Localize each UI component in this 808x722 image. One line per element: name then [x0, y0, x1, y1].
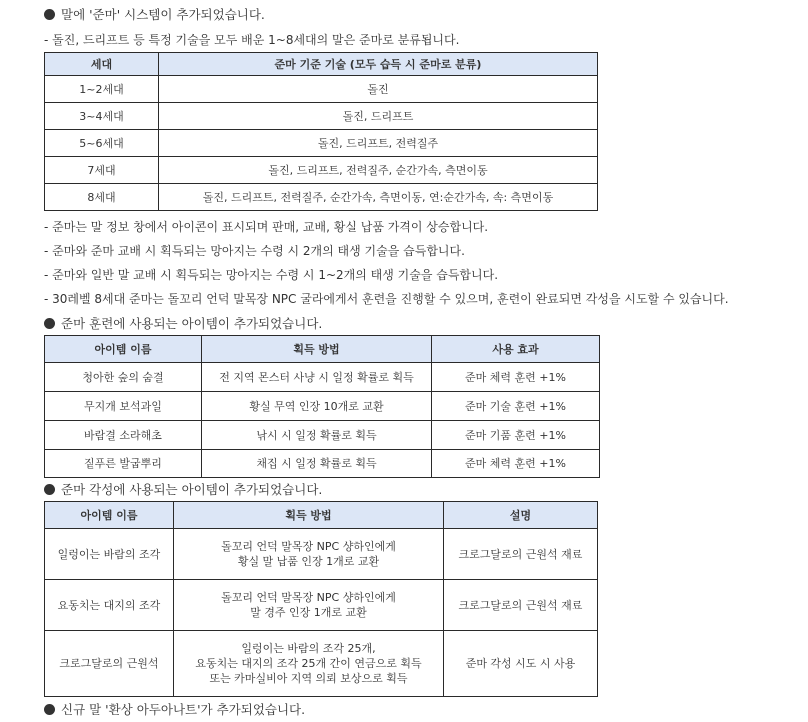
section1-note: - 준마와 준마 교배 시 획득되는 망아지는 수령 시 2개의 태생 기술을 습득합니다. — [44, 244, 465, 258]
table-row — [45, 103, 598, 130]
description-cell: 크로그달로의 근원석 재료 — [444, 580, 598, 631]
table-row — [45, 529, 598, 580]
acquire-method-cell: 낚시 시 일정 확률로 획득 — [202, 421, 432, 450]
section2-heading — [44, 315, 322, 333]
acquire-method-cell: 전 지역 몬스터 사냥 시 일정 확률로 획득 — [202, 363, 432, 392]
bullet-dot-icon — [44, 318, 55, 329]
acquire-method-cell: 황실 무역 인장 10개로 교환 — [202, 392, 432, 421]
table-header-row — [45, 336, 600, 363]
table-header-row — [45, 502, 598, 529]
method-line: 또는 카마실비아 지역 의뢰 보상으로 획득 — [209, 672, 408, 685]
table-row — [45, 392, 600, 421]
method-line: 요동치는 대지의 조각 25개 간이 연금으로 획득 — [195, 657, 422, 670]
table-row — [45, 363, 600, 392]
method-line: 돌꼬리 언덕 말목장 NPC 샹하인에게 — [221, 591, 396, 604]
generation-cell: 8세대 — [45, 184, 159, 211]
section3-heading — [44, 481, 322, 499]
column-header: 아이템 이름 — [45, 336, 202, 363]
acquire-method-cell: 채집 시 일정 확률로 획득 — [202, 450, 432, 478]
skills-cell: 돌진, 드리프트 — [159, 103, 598, 130]
effect-cell: 준마 체력 훈련 +1% — [432, 450, 600, 478]
table-row — [45, 580, 598, 631]
acquire-method-cell — [174, 529, 444, 580]
skills-cell: 돌진, 드리프트, 전력질주, 순간가속, 측면이동, 연:순간가속, 속: 측면이동 — [159, 184, 598, 211]
training-items-table — [44, 335, 600, 478]
item-name-cell: 청아한 숲의 숨결 — [45, 363, 202, 392]
section4-title: 신규 말 '환상 아두아나트'가 추가되었습니다. — [61, 702, 306, 717]
method-line: 돌꼬리 언덕 말목장 NPC 샹하인에게 — [221, 540, 396, 553]
table-row — [45, 631, 598, 697]
column-header: 획득 방법 — [174, 502, 444, 529]
acquire-method-cell — [174, 580, 444, 631]
section3-title: 준마 각성에 사용되는 아이템이 추가되었습니다. — [61, 482, 323, 497]
item-name-cell: 크로그달로의 근원석 — [45, 631, 174, 697]
generation-cell: 1~2세대 — [45, 76, 159, 103]
description-cell: 크로그달로의 근원석 재료 — [444, 529, 598, 580]
table-row — [45, 76, 598, 103]
skills-cell: 돌진 — [159, 76, 598, 103]
generation-cell: 3~4세대 — [45, 103, 159, 130]
acquire-method-cell — [174, 631, 444, 697]
table-row — [45, 421, 600, 450]
item-name-cell: 일렁이는 바람의 조각 — [45, 529, 174, 580]
generation-cell: 7세대 — [45, 157, 159, 184]
column-header: 획득 방법 — [202, 336, 432, 363]
section1-note: - 준마는 말 정보 창에서 아이콘이 표시되며 판매, 교배, 황실 납품 가격이 상승합니다. — [44, 220, 489, 234]
skills-cell: 돌진, 드리프트, 전력질주 — [159, 130, 598, 157]
column-header: 아이템 이름 — [45, 502, 174, 529]
column-header: 사용 효과 — [432, 336, 600, 363]
bullet-dot-icon — [44, 484, 55, 495]
column-header: 세대 — [45, 53, 159, 76]
bullet-dot-icon — [44, 704, 55, 715]
section4-heading — [44, 701, 305, 719]
method-line: 말 경주 인장 1개로 교환 — [250, 606, 367, 619]
item-name-cell: 무지개 보석과일 — [45, 392, 202, 421]
table-row — [45, 130, 598, 157]
skills-cell: 돌진, 드리프트, 전력질주, 순간가속, 측면이동 — [159, 157, 598, 184]
section1-intro: - 돌진, 드리프트 등 특정 기술을 모두 배운 1~8세대의 말은 준마로 분류됩니다. — [44, 33, 460, 47]
method-line: 일렁이는 바람의 조각 25개, — [241, 642, 376, 655]
section1-title: 말에 '준마' 시스템이 추가되었습니다. — [61, 7, 265, 22]
effect-cell: 준마 기술 훈련 +1% — [432, 392, 600, 421]
awakening-items-table — [44, 501, 598, 697]
section1-heading — [44, 6, 265, 24]
generation-cell: 5~6세대 — [45, 130, 159, 157]
section1-note: - 준마와 일반 말 교배 시 획득되는 망아지는 수령 시 1~2개의 태생 기술을 습득합니다. — [44, 268, 499, 282]
item-name-cell: 요동치는 대지의 조각 — [45, 580, 174, 631]
section2-title: 준마 훈련에 사용되는 아이템이 추가되었습니다. — [61, 316, 323, 331]
column-header: 설명 — [444, 502, 598, 529]
junma-generation-table — [44, 52, 598, 211]
effect-cell: 준마 체력 훈련 +1% — [432, 363, 600, 392]
table-row — [45, 184, 598, 211]
item-name-cell: 짙푸른 발굽뿌리 — [45, 450, 202, 478]
method-line: 황실 말 납품 인장 1개로 교환 — [237, 555, 380, 568]
table-row — [45, 157, 598, 184]
description-cell: 준마 각성 시도 시 사용 — [444, 631, 598, 697]
item-name-cell: 바람결 소라해초 — [45, 421, 202, 450]
column-header: 준마 기준 기술 (모두 습득 시 준마로 분류) — [159, 53, 598, 76]
section1-note: - 30레벨 8세대 준마는 돌꼬리 언덕 말목장 NPC 굴라에게서 훈련을 진행할 수 있으며, 훈련이 완료되면 각성을 시도할 수 있습니다. — [44, 292, 729, 306]
table-row — [45, 450, 600, 478]
bullet-dot-icon — [44, 9, 55, 20]
effect-cell: 준마 기품 훈련 +1% — [432, 421, 600, 450]
table-header-row — [45, 53, 598, 76]
